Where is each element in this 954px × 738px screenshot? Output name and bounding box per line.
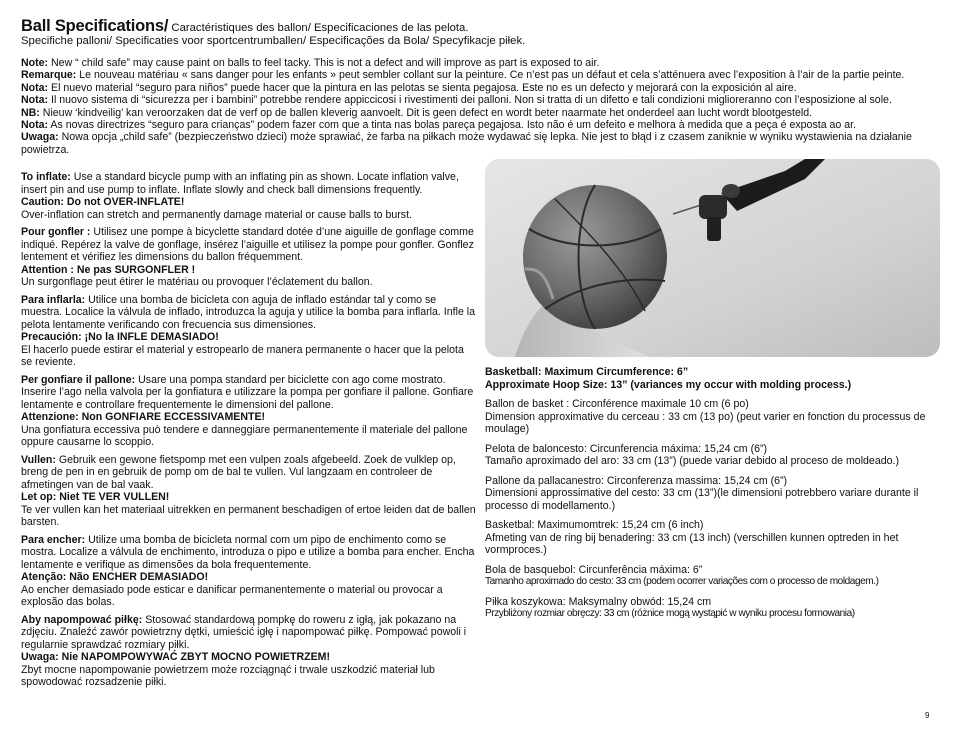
inflate-warning: Zbyt mocne napompowanie powietrzem może rozciągnąć i trwale uszkodzić materiał lub spowodować rozsadzenie piłki. <box>21 663 435 688</box>
inflate-body: Use a standard bicycle pump with an inflating pin as shown. Locate inflation valve, insert pin and use pump to inflate. Inflate slowly and check ball dimensions frequently. <box>21 171 459 196</box>
inflate-caution: Atenção: Não ENCHER DEMASIADO! <box>21 571 209 583</box>
inflate-lead: Per gonfiare il pallone: <box>21 373 136 386</box>
inflate-block-fr <box>21 226 476 289</box>
inflate-body: Stosować standardową pompkę do roweru z igłą, jak pokazano na zdjęciu. Znaleźć zawór powietrzny dętki, umieścić igłę i napompować piłkę. Pompować powoli i regularnie sprawdzać rozmiary piłki. <box>21 613 467 651</box>
page-header <box>21 17 941 48</box>
inflate-caution: Caution: Do not OVER-INFLATE! <box>21 196 185 208</box>
note-pt <box>21 119 941 131</box>
spec-line: Ballon de basket : Circonférence maximale 10 cm (6 po) <box>485 398 749 410</box>
note-label: Nota: <box>21 81 49 94</box>
inflate-caution: Attention : Ne pas SURGONFLER ! <box>21 263 196 276</box>
inflate-block-es <box>21 294 476 369</box>
note-text: As novas directrizes “seguro para crianças” podem fazer com que a tinta nas bolas pareça pegajosa. Isto não é um defeito e melhora à medida que a peça é exposta ao ar. <box>48 119 857 132</box>
page-title: Ball Specifications/ <box>21 17 169 35</box>
spec-line: Pelota de baloncesto: Circunferencia máxima: 15,24 cm (6”) <box>485 442 768 455</box>
inflate-warning: Una gonfiatura eccessiva può tendere e danneggiare permanentemente il materiale del pallone oppure causarne lo scoppio. <box>21 423 468 448</box>
inflate-text <box>21 534 476 572</box>
note-label: Uwaga: <box>21 131 59 144</box>
inflate-block-en <box>21 171 476 221</box>
spec-line: Tamaño aproximado del aro: 33 cm (13”) (puede variar debido al proceso de moldeado.) <box>485 455 899 467</box>
inflate-body: Utilisez une pompe à bicyclette standard dotée d’une aiguille de gonflage comme indiqué. Repérez la valve de gonflage, insérez l’aiguille et utilisez la pompe pour gonfler. Gonflez lentement et vérifiez les dimensions du ballon fréquemment. <box>21 226 474 263</box>
note-text: El nuevo material “seguro para niños” puede hacer que la pintura en las pelotas se sienta pegajosa. Este no es un defecto y mejorará con la exposición al aire. <box>48 81 797 94</box>
spec-line: Approximate Hoop Size: 13” (variances my occur with molding process.) <box>485 378 852 391</box>
inflate-body: Usare una pompa standard per biciclette con ago come mostrato. Inserire l’ago nella valvola per la gonfiatura e utilizzare la pompa per gonfiare il pallone. Gonfiare lentamente e controllare frequentemente le dimensioni del pallone. <box>21 373 474 411</box>
inflate-instructions <box>21 171 476 694</box>
note-text: Il nuovo sistema di “sicurezza per i bambini” potrebbe rendere appiccicosi i rivestimenti dei palloni. Non si tratta di un difetto e tali condizioni miglioreranno con l’esposizione al sole. <box>48 94 892 107</box>
note-text: Nieuw ‘kindveilig’ kan veroorzaken dat de verf op de ballen kleverig aanvoelt. Dit is geen defect en wordt beter naarmate het onderdeel aan lucht wordt blootgesteld. <box>39 106 813 119</box>
inflate-block-pt <box>21 534 476 609</box>
inflate-text <box>21 454 476 492</box>
spec-line: Afmeting van de ring bij benadering: 33 cm (13 inch) (verschillen kunnen optreden in het vormproces.) <box>485 531 899 556</box>
inflate-caution: Let op: Niet TE VER VULLEN! <box>21 491 170 503</box>
spec-line: Dimension approximative du cerceau : 33 cm (13 po) (peut varier en fonction du processus de moulage) <box>485 410 926 435</box>
inflate-caution: Precaución: ¡No la INFLE DEMASIADO! <box>21 331 219 343</box>
note-pl <box>21 131 941 156</box>
inflate-text <box>21 374 476 412</box>
inflate-block-pl <box>21 614 476 689</box>
spec-line: Przybliżony rozmiar obręczy: 33 cm (różnice mogą wystąpić w wyniku procesu formowania) <box>485 608 855 619</box>
inflate-text <box>21 614 476 652</box>
inflate-lead: Aby napompować piłkę: <box>21 613 143 626</box>
spec-block-fr <box>485 398 940 436</box>
note-label: Nota: <box>21 119 49 132</box>
spec-line: Dimensioni approssimative del cesto: 33 cm (13”)(le dimensioni potrebbero variare durante il processo di modellamento.) <box>485 487 919 512</box>
inflate-text <box>21 294 476 332</box>
spec-block-nl <box>485 519 940 557</box>
basketball-pump-photo <box>485 159 940 357</box>
spec-line: Tamanho aproximado do cesto: 33 cm (podem ocorrer variações com o processo de moldagem.) <box>485 576 879 587</box>
spec-block-en <box>485 366 940 391</box>
page-subtitle-line-2: Specifiche palloni/ Specificaties voor sportcentrumballen/ Especificações da Bola/ Specyfikacje piłek. <box>21 35 526 47</box>
spec-line: Bola de basquebol: Circunferência máxima: 6” <box>485 563 703 576</box>
spec-block-pl <box>485 596 940 621</box>
page-subtitle: Caractéristiques des ballon/ Especificaciones de las pelota. <box>168 22 469 34</box>
note-es <box>21 82 941 94</box>
note-text: Le nouveau matériau « sans danger pour les enfants » peut sembler collant sur la peinture. Ce n’est pas un défaut et cela s’atténuera avec l’exposition à l’air de la partie peinte. <box>76 69 905 82</box>
note-text: New “ child safe” may cause paint on balls to feel tacky. This is not a defect and will improve as part is exposed to air. <box>48 57 600 69</box>
inflate-text <box>21 226 476 264</box>
note-fr <box>21 69 941 81</box>
note-en <box>21 57 941 69</box>
note-it <box>21 94 941 106</box>
inflate-body: Utilize uma bomba de bicicleta normal com um pipo de enchimento como se mostra. Localize a válvula de enchimento, introduza o pipo e utilize a bomba para encher. Encha lentamente e verifique as dimensões da bola frequentemente. <box>21 533 475 571</box>
note-label: Note: <box>21 57 49 69</box>
inflate-block-nl <box>21 454 476 529</box>
note-label: NB: <box>21 106 40 119</box>
inflate-warning: El hacerlo puede estirar el material y estropearlo de manera permanente o hacer que la pelota se reviente. <box>21 343 464 368</box>
note-nl <box>21 107 941 119</box>
spec-block-es <box>485 443 940 468</box>
inflate-lead: Vullen: <box>21 453 56 466</box>
inflate-body: Gebruik een gewone fietspomp met een vulpen zoals afgebeeld. Zoek de vulklep op, breng de pen in en gebruik de pomp om de bal te vullen. Vul langzaam en controleer de afmetingen van de bal vaak. <box>21 453 456 491</box>
inflate-body: Utilice una bomba de bicicleta con aguja de inflado estándar tal y como se muestra. Localice la válvula de inflado, introduzca la aguja y utilice la bomba para inflarla. Infle la pelota lentamente verificando con frecuencia sus dimensiones. <box>21 293 476 331</box>
spec-line: Basketball: Maximum Circumference: 6” <box>485 366 689 378</box>
inflate-text <box>21 171 476 196</box>
note-label: Nota: <box>21 94 49 107</box>
inflate-lead: Pour gonfler : <box>21 226 91 238</box>
inflate-lead: To inflate: <box>21 171 71 183</box>
inflate-warning: Over-inflation can stretch and permanently damage material or cause balls to burst. <box>21 208 412 221</box>
note-text: Nowa opcja „child safe” (bezpieczeństwo dzieci) może sprawiać, że farba na piłkach może wydawać się lepka. Nie jest to błąd i z czasem zaniknie w wyniku wystawienia na działanie powietrza. <box>21 131 912 156</box>
spec-line: Basketbal: Maximumomtrek: 15,24 cm (6 inch) <box>485 519 704 531</box>
inflate-caution: Attenzione: Non GONFIARE ECCESSIVAMENTE! <box>21 411 266 423</box>
inflate-warning: Un surgonflage peut étirer le matériau ou provoquer l’éclatement du ballon. <box>21 276 373 288</box>
spec-line: Pallone da pallacanestro: Circonferenza massima: 15,24 cm (6”) <box>485 474 788 487</box>
spec-block-it <box>485 475 940 513</box>
spec-block-pt <box>485 564 940 589</box>
notes-section <box>21 57 941 156</box>
note-label: Remarque: <box>21 69 77 82</box>
inflate-lead: Para encher: <box>21 533 86 546</box>
inflate-warning: Te ver vullen kan het materiaal uitrekken en permanent beschadigen of ertoe leiden dat de ballen barsten. <box>21 503 476 528</box>
inflate-caution: Uwaga: Nie NAPOMPOWYWAĆ ZBYT MOCNO POWIETRZEM! <box>21 651 330 663</box>
spec-line: Piłka koszykowa: Maksymalny obwód: 15,24 cm <box>485 595 712 608</box>
inflate-lead: Para inflarla: <box>21 293 86 306</box>
specs-section <box>485 366 940 628</box>
inflate-warning: Ao encher demasiado pode esticar e danificar permanentemente o material ou provocar a explosão das bolas. <box>21 583 443 608</box>
inflate-block-it <box>21 374 476 449</box>
page-number: 9 <box>925 711 930 720</box>
